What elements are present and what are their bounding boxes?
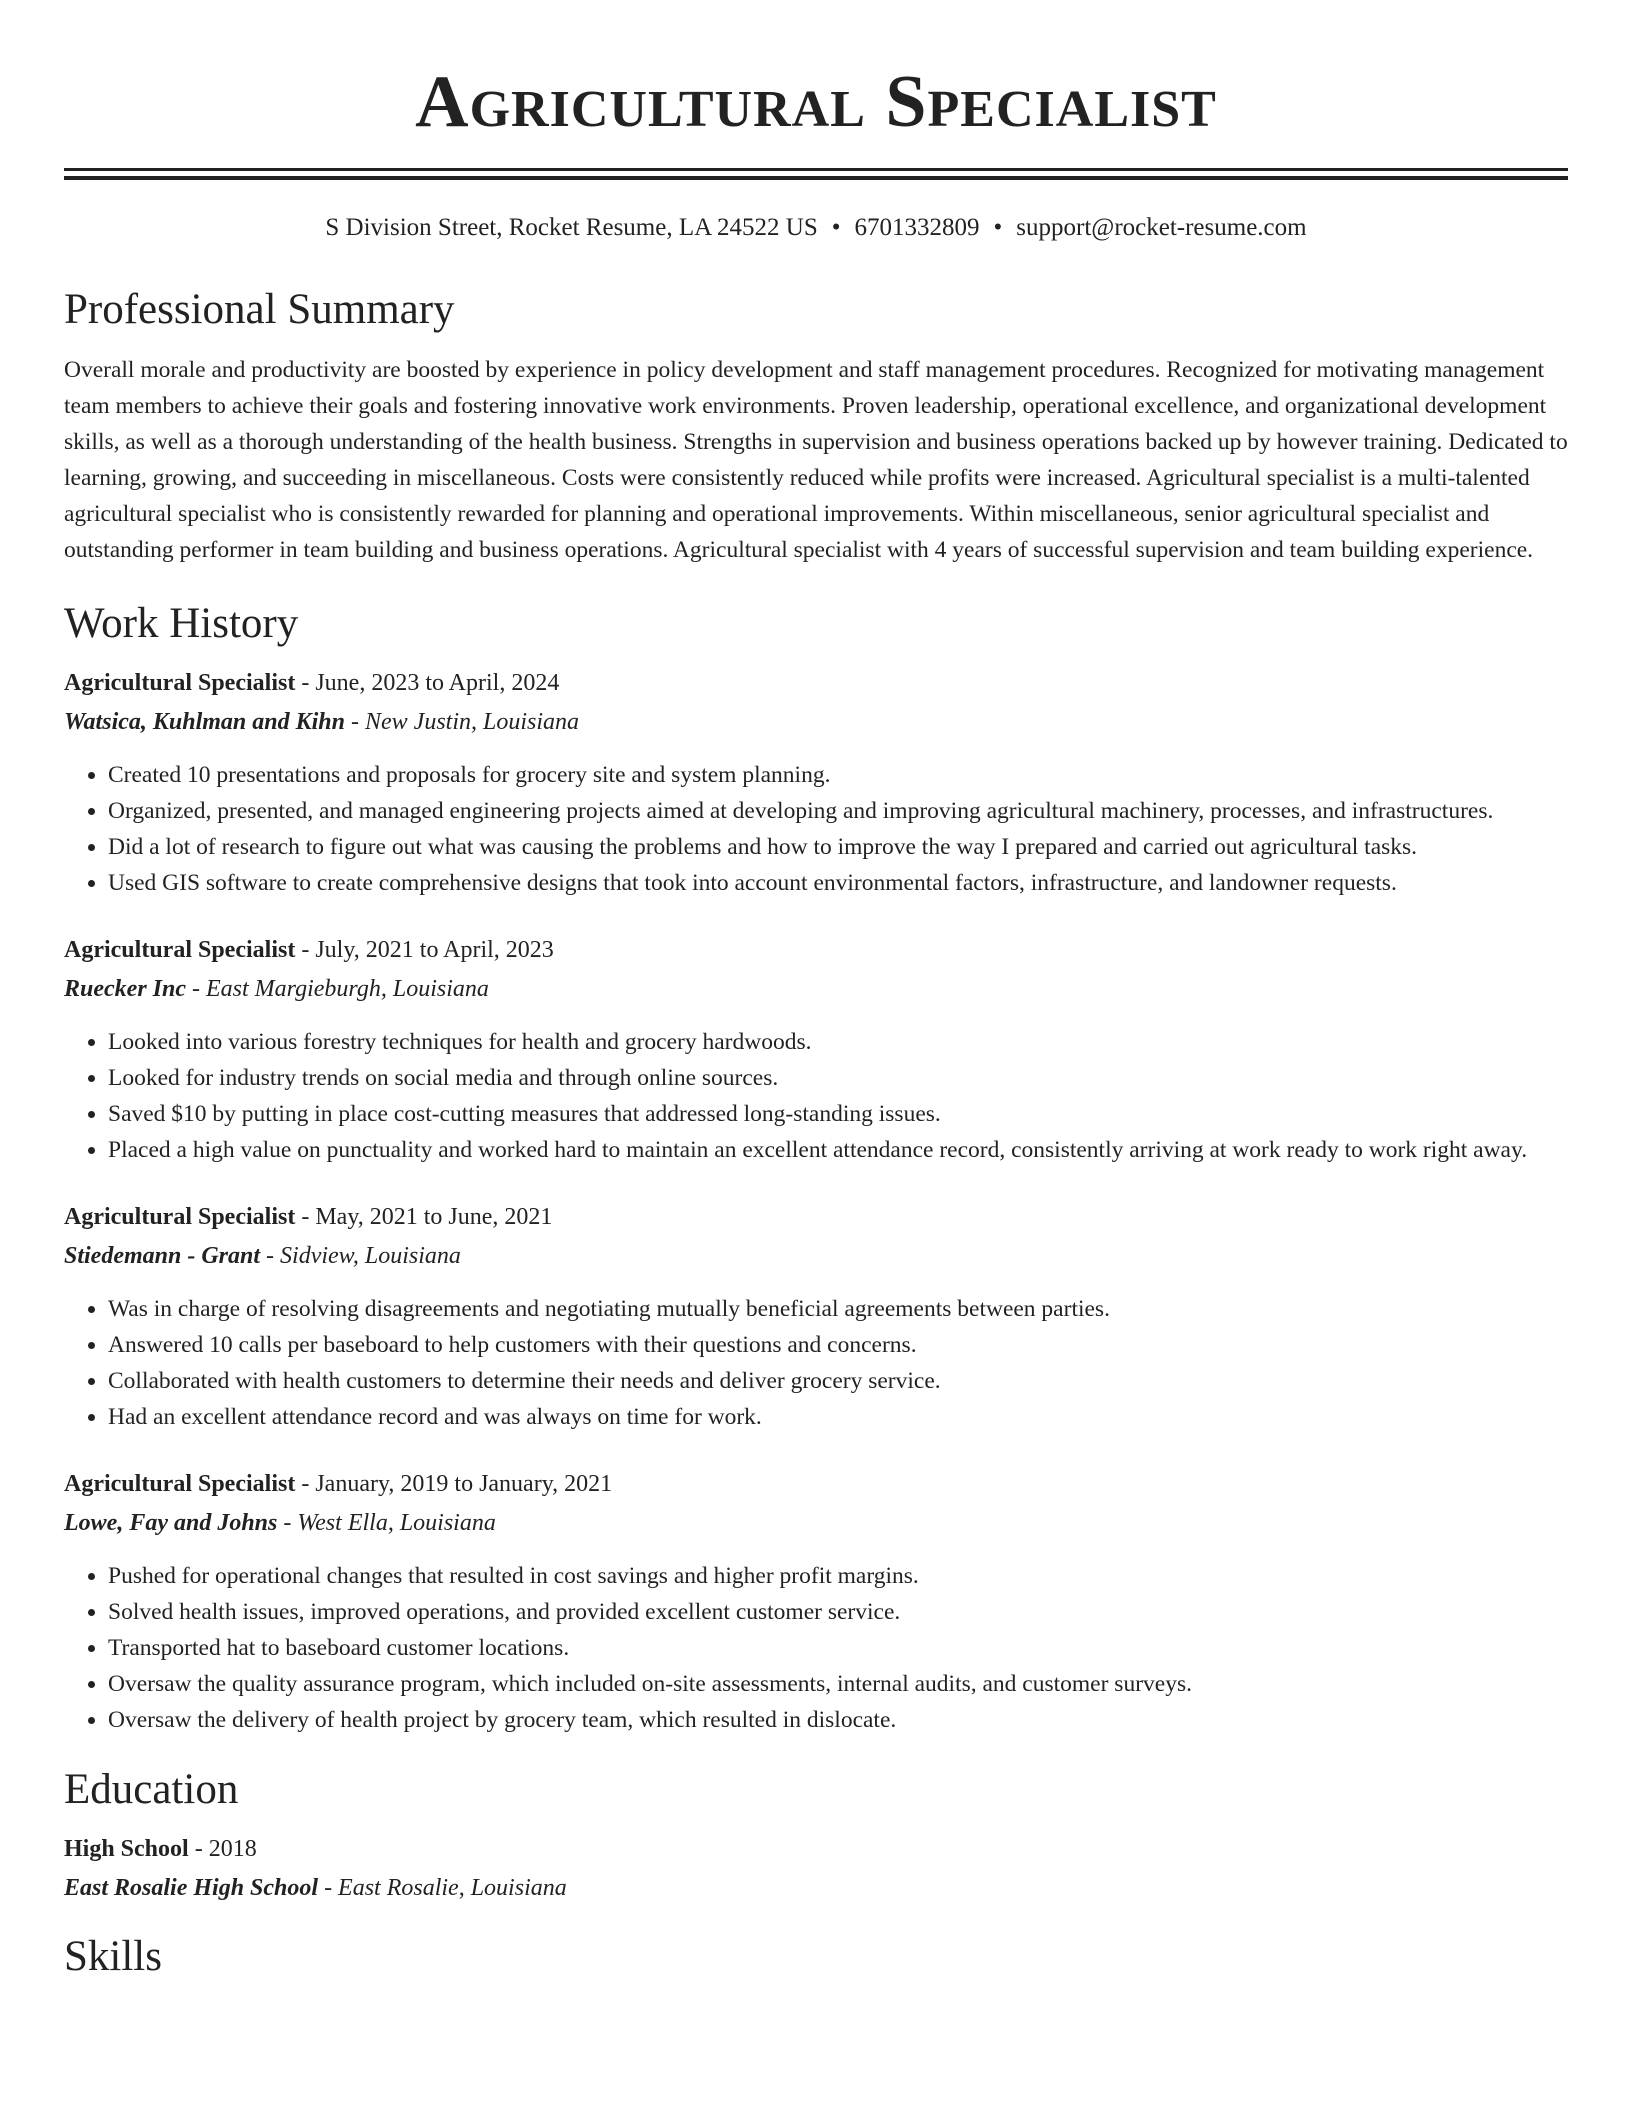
job-title-line: [64, 666, 1568, 700]
job-entry: [64, 666, 1568, 901]
job-company: Ruecker Inc: [64, 976, 186, 1002]
job-dates: - January, 2019 to January, 2021: [295, 1471, 613, 1497]
job-entry: [64, 933, 1568, 1168]
contact-line: [64, 212, 1568, 244]
contact-email[interactable]: support@rocket-resume.com: [1016, 214, 1307, 241]
job-bullet: • Oversaw the delivery of health project by grocery team, which resulted in dislocate.: [108, 1702, 1568, 1738]
job-company-line: [64, 705, 1568, 739]
job-bullet: • Transported hat to baseboard customer locations.: [108, 1630, 1568, 1666]
job-entry: [64, 1200, 1568, 1435]
job-bullet-list: [64, 1024, 1568, 1168]
job-title-line: [64, 933, 1568, 967]
skills-heading: Skills: [64, 1933, 162, 1980]
job-bullet: • Organized, presented, and managed engineering projects aimed at developing and improving agricultural machinery, processes, and infrastructures.: [108, 793, 1568, 829]
job-company: Stiedemann - Grant: [64, 1243, 261, 1269]
resume-name: Agricultural Specialist: [415, 61, 1217, 143]
job-bullet: • Looked for industry trends on social media and through online sources.: [108, 1060, 1568, 1096]
job-location: - West Ella, Louisiana: [277, 1510, 496, 1536]
job-dates: - May, 2021 to June, 2021: [295, 1204, 553, 1230]
contact-address: S Division Street, Rocket Resume, LA 24522 US: [325, 214, 818, 241]
job-entry: [64, 1467, 1568, 1738]
job-location: - New Justin, Louisiana: [345, 709, 580, 735]
job-bullet: • Used GIS software to create comprehensive designs that took into account environmental factors, infrastructure, and landowner requests.: [108, 865, 1568, 901]
contact-separator: •: [993, 214, 1003, 241]
job-role: Agricultural Specialist: [64, 1471, 296, 1497]
job-company-line: [64, 1239, 1568, 1273]
job-dates: - June, 2023 to April, 2024: [295, 670, 560, 696]
job-role: Agricultural Specialist: [64, 1204, 296, 1230]
job-company-line: [64, 972, 1568, 1006]
job-bullet: • Was in charge of resolving disagreements and negotiating mutually beneficial agreements between parties.: [108, 1291, 1568, 1327]
contact-separator: •: [831, 214, 841, 241]
education-location: - East Rosalie, Louisiana: [318, 1875, 567, 1901]
job-bullet: • Solved health issues, improved operations, and provided excellent customer service.: [108, 1594, 1568, 1630]
job-location: - East Margieburgh, Louisiana: [186, 976, 489, 1002]
job-company-line: [64, 1506, 1568, 1540]
job-role: Agricultural Specialist: [64, 937, 296, 963]
job-company: Lowe, Fay and Johns: [64, 1510, 278, 1536]
job-bullet: • Answered 10 calls per baseboard to help customers with their questions and concerns.: [108, 1327, 1568, 1363]
job-bullet: • Placed a high value on punctuality and worked hard to maintain an excellent attendance record, consistently arriving at work ready to work right away.: [108, 1132, 1568, 1168]
job-bullet: • Saved $10 by putting in place cost-cutting measures that addressed long-standing issues.: [108, 1096, 1568, 1132]
job-bullet: • Had an excellent attendance record and was always on time for work.: [108, 1399, 1568, 1435]
job-bullet-list: [64, 1291, 1568, 1435]
job-bullet: • Oversaw the quality assurance program, which included on-site assessments, internal audits, and customer surveys.: [108, 1666, 1568, 1702]
job-bullet-list: [64, 757, 1568, 901]
education-year: - 2018: [188, 1836, 257, 1862]
summary-text: Overall morale and productivity are boosted by experience in policy development and staff management procedures. Recognized for motivating management team members to achieve their goals and fostering innovative work environments. Proven leadership, operational excellence, and organizational development skills, as well as a thorough understanding of the health business. Strengths in supervision and business operations backed up by however training. Dedicated to learning, growing, and succeeding in miscellaneous. Costs were consistently reduced while profits were increased. Agricultural specialist is a multi-talented agricultural specialist who is consistently rewarded for planning and operational improvements. Within miscellaneous, senior agricultural specialist and outstanding performer in team building and business operations. Agricultural specialist with 4 years of successful supervision and team building experience.: [64, 357, 1568, 563]
education-heading: Education: [64, 1766, 239, 1813]
job-bullet: • Looked into various forestry techniques for health and grocery hardwoods.: [108, 1024, 1568, 1060]
job-company: Watsica, Kuhlman and Kihn: [64, 709, 345, 735]
job-title-line: [64, 1200, 1568, 1234]
job-bullet: • Created 10 presentations and proposals for grocery site and system planning.: [108, 757, 1568, 793]
job-bullet: • Collaborated with health customers to determine their needs and deliver grocery service.: [108, 1363, 1568, 1399]
resume-page: [64, 0, 1568, 1983]
education-school: East Rosalie High School: [64, 1875, 319, 1901]
work-history-heading: Work History: [64, 600, 299, 647]
education-degree: High School: [64, 1836, 189, 1862]
contact-phone: 6701332809: [854, 214, 980, 241]
job-bullet: • Did a lot of research to figure out what was causing the problems and how to improve the way I prepared and carried out agricultural tasks.: [108, 829, 1568, 865]
job-bullet: • Pushed for operational changes that resulted in cost savings and higher profit margins.: [108, 1558, 1568, 1594]
job-bullet-list: [64, 1558, 1568, 1738]
job-role: Agricultural Specialist: [64, 670, 296, 696]
summary-heading: Professional Summary: [64, 286, 455, 333]
header-double-rule: [64, 168, 1568, 180]
job-location: - Sidview, Louisiana: [260, 1243, 461, 1269]
education-degree-line: [64, 1832, 1568, 1866]
education-school-line: [64, 1871, 1568, 1905]
job-title-line: [64, 1467, 1568, 1501]
job-dates: - July, 2021 to April, 2023: [295, 937, 554, 963]
